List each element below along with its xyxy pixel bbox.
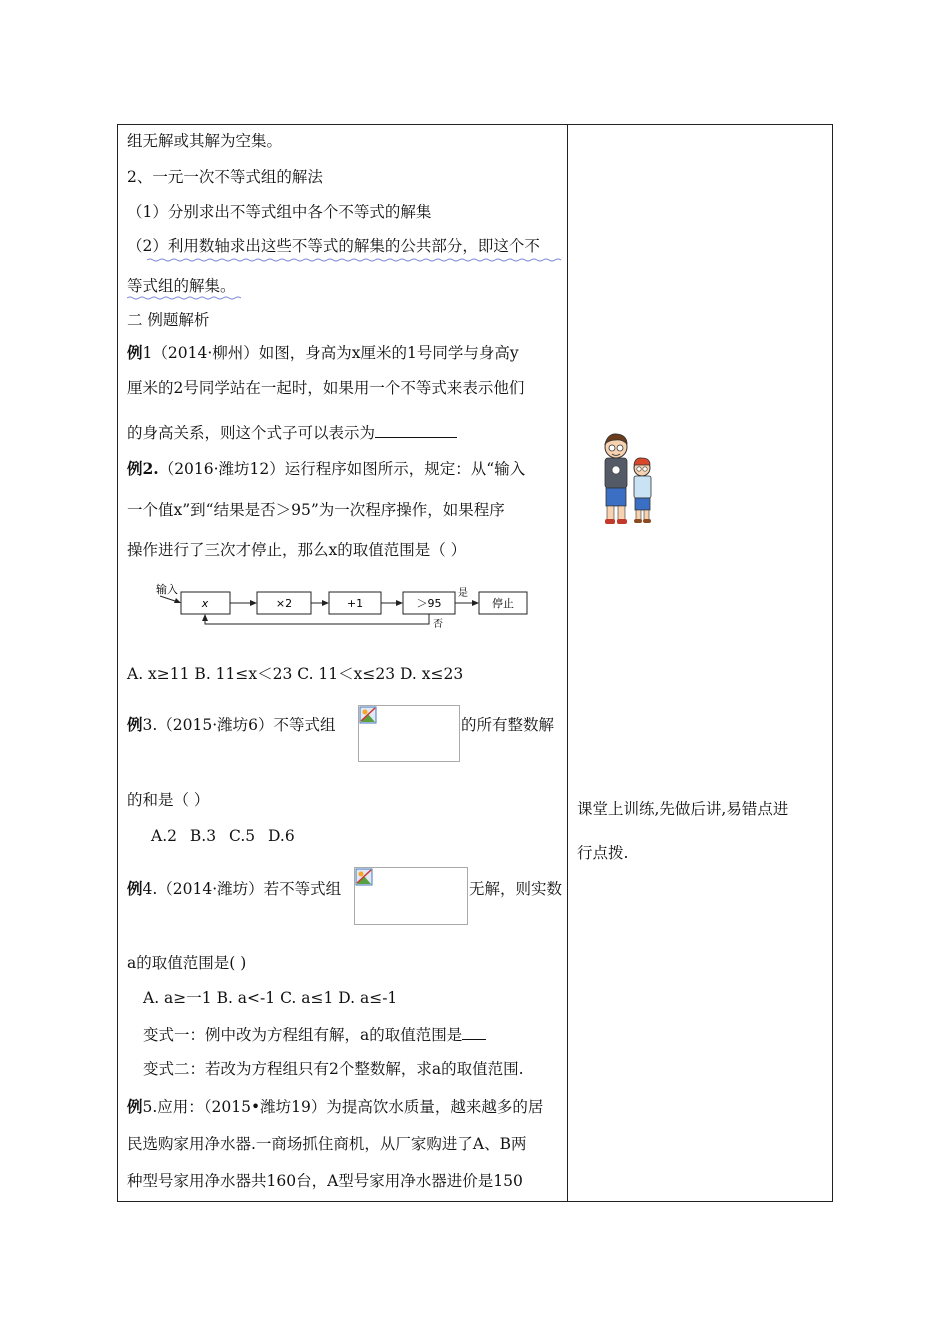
example-label: 例	[127, 715, 143, 734]
text-line: 组无解或其解为空集。	[127, 132, 283, 150]
teaching-note: 课堂上训练,先做后讲,易错点进	[577, 800, 789, 818]
flow-no-label: 否	[433, 619, 443, 630]
text-line: （1）分别求出不等式组中各个不等式的解集	[127, 203, 432, 221]
column-divider	[567, 124, 568, 1202]
options-line: A. a≥一1 B. a<-1 C. a≤1 D. a≤-1	[143, 989, 398, 1007]
example-label: 例	[127, 879, 143, 898]
teaching-note: 行点拨.	[577, 844, 629, 862]
flow-box-times2-text: ×2	[275, 597, 293, 610]
options-line: A. x≥11 B. 11≤x＜23 C. 11＜x≤23 D. x≤23	[127, 665, 464, 683]
text-line: 4.（2014·潍坊）若不等式组	[142, 880, 342, 898]
example-1	[127, 343, 519, 363]
flow-yes-label: 是	[458, 588, 468, 599]
text-line: 变式一：例中改为方程组有解，a的取值范围是	[143, 1026, 463, 1044]
text-line: a的取值范围是( )	[127, 954, 247, 972]
answer-blank	[375, 423, 457, 438]
broken-image-icon	[359, 706, 377, 724]
flow-box-plus1-text: +1	[346, 597, 364, 610]
spellcheck-underline	[147, 258, 567, 262]
text-line: 操作进行了三次才停止，那么x的取值范围是（ ）	[127, 541, 467, 559]
flow-box-input-text: x	[201, 597, 209, 610]
example-label: 例2.	[127, 459, 159, 478]
example-5	[127, 1097, 543, 1117]
two-students-illustration	[600, 430, 660, 530]
broken-image-icon	[355, 868, 373, 886]
answer-blank	[462, 1025, 486, 1040]
text-line: 厘米的2号同学站在一起时，如果用一个不等式来表示他们	[127, 379, 525, 397]
text-line: 等式组的解集。	[127, 277, 236, 295]
text-line: 1（2014·柳州）如图，身高为x厘米的1号同学与身高y	[142, 344, 519, 362]
example-3	[127, 715, 336, 735]
example-label: 例	[127, 343, 143, 362]
text-line: （2016·潍坊12）运行程序如图所示，规定：从“输入	[158, 460, 526, 478]
text-line: 5.应用：（2015•潍坊19）为提高饮水质量，越来越多的居	[142, 1098, 544, 1116]
options-line: A.2 B.3 C.5 D.6	[151, 827, 295, 845]
flow-input-label: 输入	[156, 583, 178, 596]
missing-image-placeholder	[358, 705, 460, 762]
example-label: 例	[127, 1097, 143, 1116]
text-line: 的所有整数解	[461, 716, 555, 734]
text-line: （2）利用数轴求出这些不等式的解集的公共部分，即这个不	[127, 237, 540, 255]
missing-image-placeholder	[354, 867, 468, 925]
variant-1	[143, 1025, 486, 1045]
text-line: 的身高关系，则这个式子可以表示为	[127, 424, 376, 442]
text-line: 的和是（ ）	[127, 791, 210, 809]
text-line	[127, 423, 457, 443]
flow-box-stop-text: 停止	[492, 597, 514, 610]
example-4	[127, 879, 341, 899]
text-line: 3.（2015·潍坊6）不等式组	[142, 716, 336, 734]
flow-box-compare-text: ＞95	[416, 597, 442, 610]
variant-2: 变式二：若改为方程组只有2个整数解，求a的取值范围.	[143, 1060, 524, 1078]
spellcheck-underline	[127, 296, 245, 300]
section-heading: 二 例题解析	[127, 311, 210, 329]
text-line: 无解，则实数	[469, 880, 563, 898]
section-heading: 2、一元一次不等式组的解法	[127, 168, 323, 186]
text-line: 一个值x”到“结果是否＞95”为一次程序操作，如果程序	[127, 501, 505, 519]
text-line: 民选购家用净水器.一商场抓住商机，从厂家购进了A、B两	[127, 1135, 527, 1153]
example-2	[127, 459, 525, 479]
text-line: 种型号家用净水器共160台，A型号家用净水器进价是150	[127, 1172, 523, 1190]
program-flowchart	[150, 580, 535, 632]
